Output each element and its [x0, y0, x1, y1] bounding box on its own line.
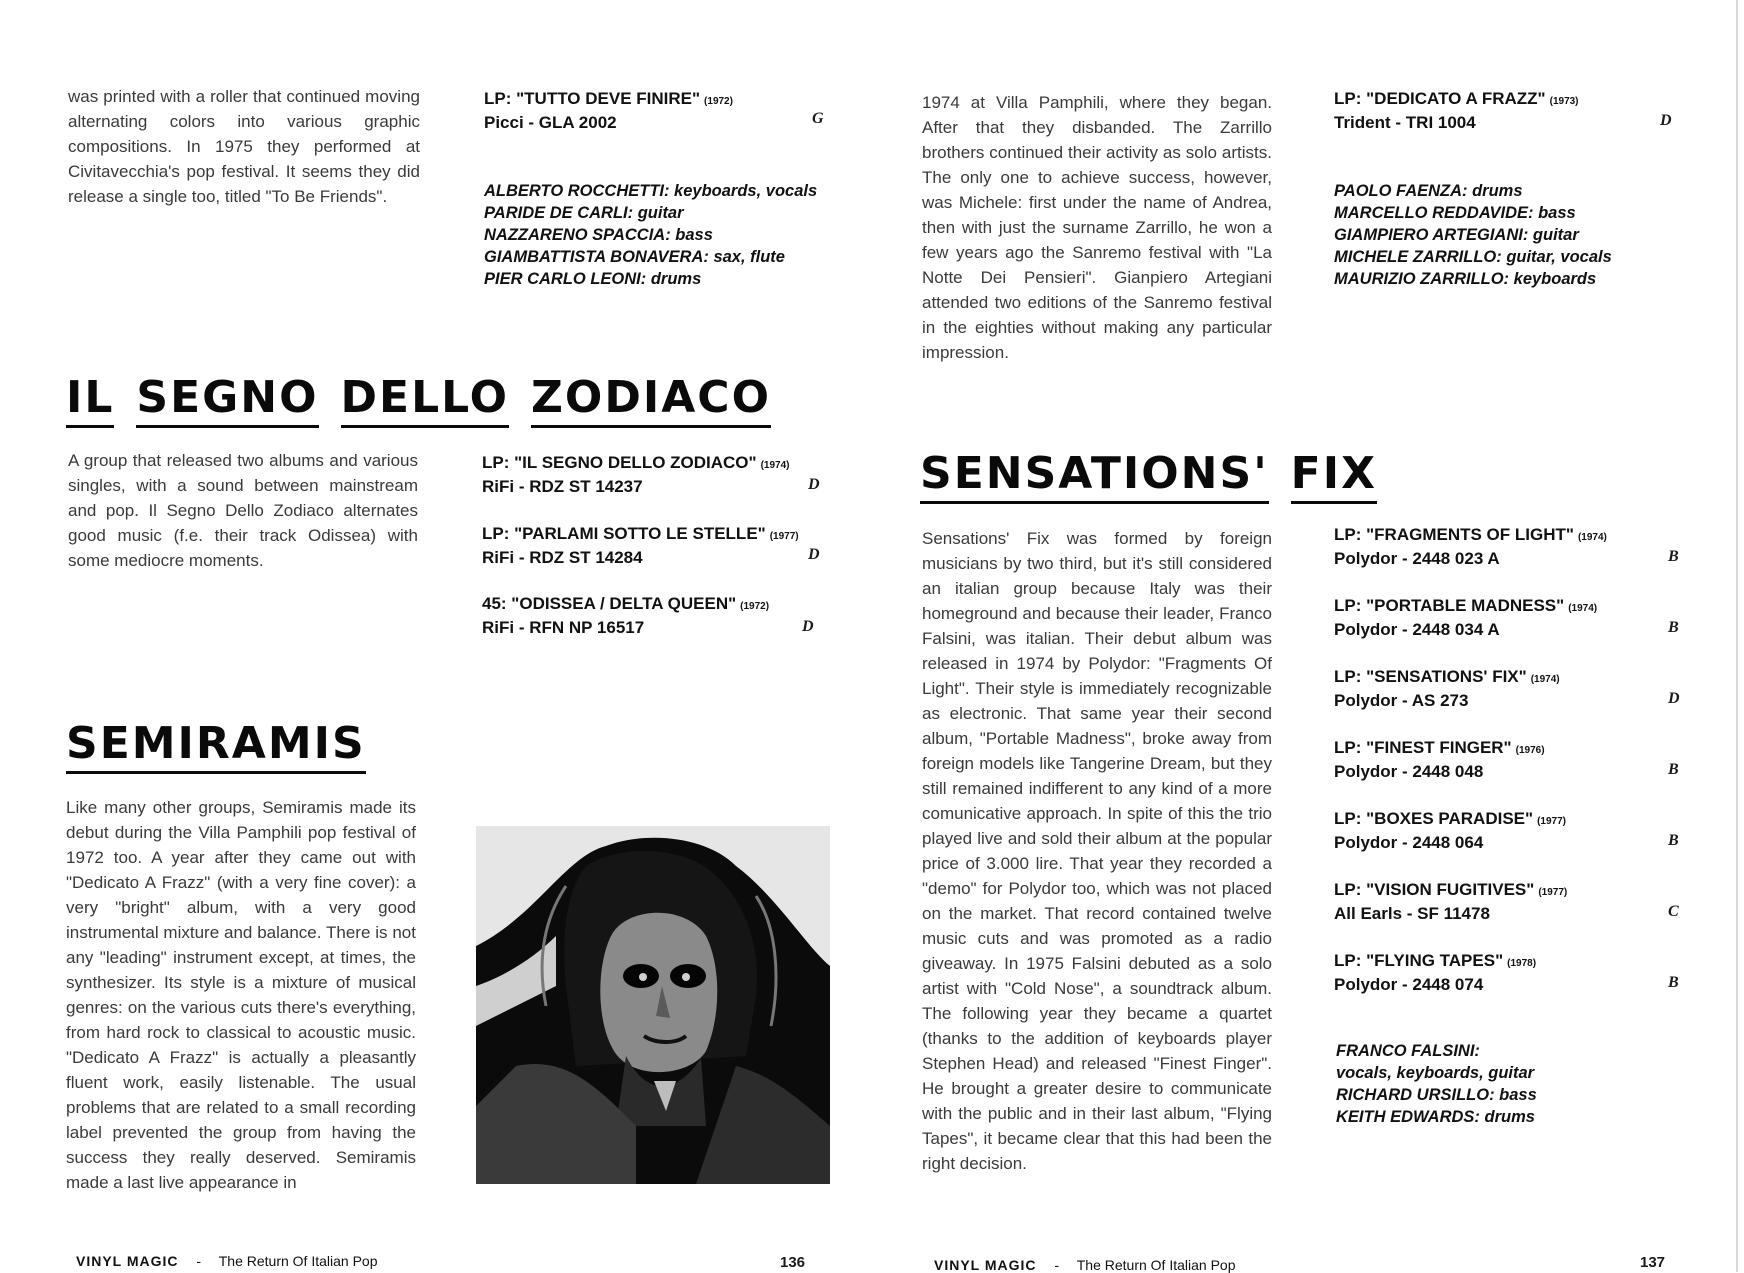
- member-line: PAOLO FAENZA: drums: [1334, 182, 1523, 200]
- rating-grade: B: [1668, 761, 1679, 778]
- intro-paragraph-left: was printed with a roller that continued moving alternating colors into various graphic compositions. In 1975 they performed at Civitavecchia's pop festival. It seems they did release a single too, titled "To Be Friends".: [68, 87, 420, 206]
- member-line: MICHELE ZARRILLO: guitar, vocals: [1334, 248, 1612, 266]
- heading-il-segno-dello-zodiaco: [66, 372, 793, 428]
- rating-grade: B: [1668, 974, 1679, 991]
- member-line: ALBERTO ROCCHETTI: keyboards, vocals: [484, 182, 818, 200]
- semiramis-paragraph: Like many other groups, Semiramis made its debut during the Villa Pamphili pop festival of 1972 too. A year after they came out with "Dedicato A Frazz" (with a very fine cover): a very "bright" album, with a very good instrumental mixture and balance. There is not any "leading" instrument except, at times, the synthesizer. Its style is a mixture of musical genres: on the various cuts there's everything, from hard rock to classical to acoustic music. "Dedicato A Frazz" is actually a pleasantly fluent work, easily listenable. The usual problems that are related to a small recording label prevented the group from having the success they really deserved. Semiramis made a last live appearance in: [66, 798, 416, 1192]
- disc-catalog: RiFi - RFN NP 16517: [482, 618, 645, 637]
- disc-catalog: Polydor - AS 273: [1334, 691, 1469, 710]
- rating-grade: G: [812, 110, 824, 127]
- disc-year: (1974): [1530, 674, 1560, 685]
- footer-separator: -: [1054, 1257, 1060, 1273]
- member-list-left: [484, 180, 844, 290]
- member-line: PIER CARLO LEONI: drums: [484, 270, 702, 288]
- member-line: vocals, keyboards, guitar: [1336, 1064, 1535, 1082]
- rating-grade: D: [808, 476, 820, 493]
- disc-label: LP: "FRAGMENTS OF LIGHT": [1334, 525, 1574, 544]
- footer-subtitle: The Return Of Italian Pop: [1076, 1257, 1236, 1273]
- disc-entry: [482, 523, 822, 568]
- disc-catalog: Polydor - 2448 064: [1334, 833, 1484, 852]
- sensations-paragraph: Sensations' Fix was formed by foreign musicians by two third, but it's still considered an italian group because Italy was their homeground and because their leader, Franco Falsini, was italian. Their debut album was released in 1974 by Polydor: "Fragments Of Light". Their style is immediately recognizable as electronic. That same year their second album, "Portable Madness", broke away from foreign models like Tangerine Dream, but they still remained indifferent to any kind of a more comunicative approach. In spite of this the trio played live and sold their album at the popular price of 3.000 lire. That year they recorded a "demo" for Polydor too, which was not placed on the market. That record contained twelve music cuts and was promoted as a radio giveaway. In 1975 Falsini debuted as a solo artist with "Cold Nose", a soundtrack album. The following year they became a quartet (thanks to the addition of keyboards player Stephen Head) and released "Finest Finger". He brought a greater desire to communicate with the public and in their last album, "Flying Tapes", it became clear that this had been the right decision.: [922, 529, 1272, 1173]
- disc-year: (1974): [1568, 603, 1598, 614]
- disc-catalog: Picci - GLA 2002: [484, 113, 617, 132]
- disc-catalog: Polydor - 2448 034 A: [1334, 620, 1500, 639]
- album-cover-image: [476, 826, 830, 1184]
- disc-catalog: Polydor - 2448 023 A: [1334, 549, 1500, 568]
- rating-grade: D: [1668, 690, 1680, 707]
- disc-label: LP: "SENSATIONS' FIX": [1334, 667, 1527, 686]
- heading-sensations-fix: [920, 448, 1399, 504]
- member-line: KEITH EDWARDS: drums: [1336, 1108, 1535, 1126]
- disc-entry: [1334, 950, 1674, 995]
- member-line: FRANCO FALSINI:: [1336, 1042, 1480, 1060]
- magazine-name: VINYL MAGIC: [76, 1253, 179, 1269]
- disc-year: (1973): [1549, 96, 1579, 107]
- intro-paragraph-right: 1974 at Villa Pamphili, where they began. After that they disbanded. The Zarrillo brothers continued their activity as solo artists. The only one to achieve success, however, was Michele: first under the name of Andrea, then with just the surname Zarrillo, he won a few years ago the Sanremo festival with "La Notte Dei Pensieri". Gianpiero Artegiani attended two editions of the Sanremo festival in the eighties without making any particular impression.: [922, 93, 1272, 362]
- heading-word: SEMIRAMIS: [66, 718, 366, 774]
- member-line: PARIDE DE CARLI: guitar: [484, 204, 684, 222]
- disc-label: LP: "TUTTO DEVE FINIRE": [484, 89, 701, 108]
- member-line: RICHARD URSILLO: bass: [1336, 1086, 1537, 1104]
- disc-entry: [1334, 524, 1674, 569]
- disc-entry: [482, 593, 822, 638]
- member-line: MARCELLO REDDAVIDE: bass: [1334, 204, 1576, 222]
- heading-word: SENSATIONS': [920, 448, 1269, 504]
- heading-word: DELLO: [341, 372, 510, 428]
- heading-word: ZODIACO: [531, 372, 771, 428]
- disc-year: (1977): [1538, 887, 1568, 898]
- rating-grade: D: [808, 546, 820, 563]
- disc-catalog: Polydor - 2448 048: [1334, 762, 1484, 781]
- rating-grade: D: [802, 618, 814, 635]
- rating-grade: B: [1668, 619, 1679, 636]
- member-line: MAURIZIO ZARRILLO: keyboards: [1334, 270, 1597, 288]
- page-number-right: 137: [1640, 1254, 1666, 1271]
- rating-grade: B: [1668, 832, 1679, 849]
- disc-label: LP: "PARLAMI SOTTO LE STELLE": [482, 524, 766, 543]
- disc-entry: [1334, 666, 1674, 711]
- disc-label: LP: "FLYING TAPES": [1334, 951, 1504, 970]
- disc-catalog: Trident - TRI 1004: [1334, 113, 1476, 132]
- disc-entry: [1334, 595, 1674, 640]
- heading-word: SEGNO: [136, 372, 318, 428]
- heading-word: IL: [66, 372, 114, 428]
- disc-year: (1976): [1515, 745, 1545, 756]
- page-footer-left: [76, 1253, 378, 1269]
- disc-year: (1972): [704, 96, 733, 107]
- disc-year: (1977): [1537, 816, 1566, 827]
- rating-grade: D: [1660, 112, 1672, 129]
- disc-label: LP: "FINEST FINGER": [1334, 738, 1512, 757]
- magazine-name: VINYL MAGIC: [934, 1257, 1037, 1273]
- disc-label: LP: "IL SEGNO DELLO ZODIACO": [482, 453, 757, 472]
- rating-grade: B: [1668, 548, 1679, 565]
- disc-year: (1978): [1507, 958, 1537, 969]
- disc-entry-dedicato-a-frazz: [1334, 88, 1674, 133]
- page-number-left: 136: [780, 1254, 806, 1271]
- heading-semiramis: [66, 718, 388, 774]
- disc-catalog: RiFi - RDZ ST 14237: [482, 477, 643, 496]
- disc-entry: [482, 452, 822, 497]
- disc-entry-tutto-deve-finire: [484, 88, 824, 133]
- disc-label: LP: "VISION FUGITIVES": [1334, 880, 1535, 899]
- disc-year: (1977): [769, 531, 799, 542]
- disc-year: (1972): [740, 601, 770, 612]
- member-list-right: [1334, 180, 1694, 290]
- footer-subtitle: The Return Of Italian Pop: [218, 1253, 378, 1269]
- disc-catalog: All Earls - SF 11478: [1334, 904, 1490, 923]
- rating-grade: C: [1668, 903, 1679, 920]
- heading-word: FIX: [1291, 448, 1377, 504]
- disc-label: 45: "ODISSEA / DELTA QUEEN": [482, 594, 737, 613]
- member-line: GIAMPIERO ARTEGIANI: guitar: [1334, 226, 1579, 244]
- page-edge-line: [1736, 0, 1738, 1272]
- disc-year: (1974): [760, 460, 790, 471]
- disc-label: LP: "BOXES PARADISE": [1334, 809, 1534, 828]
- disc-year: (1974): [1577, 532, 1607, 543]
- disc-entry: [1334, 808, 1674, 853]
- disc-label: LP: "DEDICATO A FRAZZ": [1334, 89, 1546, 108]
- disc-label: LP: "PORTABLE MADNESS": [1334, 596, 1565, 615]
- disc-catalog: RiFi - RDZ ST 14284: [482, 548, 643, 567]
- disc-entry: [1334, 737, 1674, 782]
- disc-catalog: Polydor - 2448 074: [1334, 975, 1484, 994]
- disc-entry: [1334, 879, 1674, 924]
- member-list-sensations: [1336, 1040, 1696, 1128]
- portrait-illustration: [476, 826, 830, 1184]
- member-line: NAZZARENO SPACCIA: bass: [484, 226, 713, 244]
- zodiaco-paragraph: A group that released two albums and various singles, with a sound between mainstream and pop. Il Segno Dello Zodiaco alternates good music (f.e. their track Odissea) with some mediocre moments.: [68, 451, 418, 570]
- page-footer-right: [934, 1257, 1236, 1273]
- member-line: GIAMBATTISTA BONAVERA: sax, flute: [484, 248, 785, 266]
- footer-separator: -: [196, 1253, 202, 1269]
